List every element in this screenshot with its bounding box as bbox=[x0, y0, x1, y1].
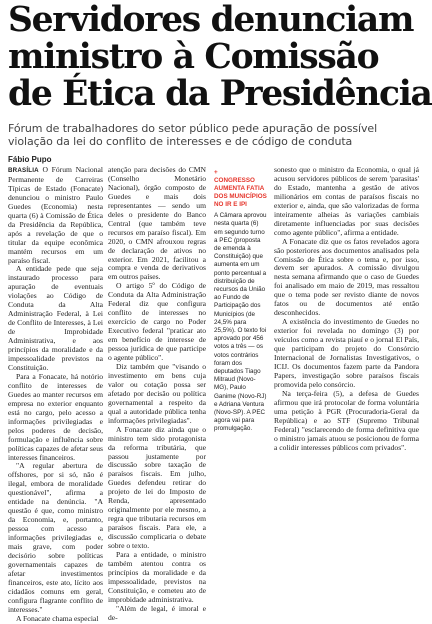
sidebar-box bbox=[214, 169, 268, 554]
subheadline: Fórum de trabalhadores do setor público pede apuração de possível violação da lei do conflito de interesses e de código de conduta bbox=[8, 122, 378, 148]
paragraph bbox=[8, 166, 103, 265]
paragraph: Diz também que "visando o investimento em bens cuja valor ou cotação possa ser afetado por decisão ou política governamental a respeito da qual a autoridade pública tenha informações privilegiadas". bbox=[108, 361, 206, 425]
headline-line: Servidores denunciam bbox=[8, 0, 414, 40]
article-column-2 bbox=[108, 165, 206, 622]
paragraph: sonesto que o ministro da Economia, o qual já acusou servidores públicos de serem 'parasitas' do Estado, mantenha a gestão de ativos milionários em contas de paraísos fiscais no exterior e, ainda, que são valorizadas de forma inteiramente alheias às variações cambiais diretamente influenciadas por suas decisões como agente público", afirma a entidade. bbox=[274, 165, 419, 237]
paragraph: O artigo 5º do Código de Conduta da Alta Administração Federal diz que configura conflito de interesses no exercício de cargo no Poder Executivo federal "praticar ato em benefício de interesse de pessoa jurídica de que participe o agente público". bbox=[108, 281, 206, 363]
paragraph: atenção para decisões do CMN (Conselho Monetário Nacional), órgão composto de Guedes e mais dois representantes — sendo um deles o presidente do Banco Central (que também teve recursos em paraíso fiscal). Em 2020, o CMN afrouxou regras de declaração de ativos no exterior. Em 2021, facilitou a compra e venda de derivativos em outros países. bbox=[108, 165, 206, 282]
paragraph: Para a entidade, o ministro também atentou contra os princípios da moralidade e da impessoalidade, previstos na Constituição, e cometeu ato de improbidade administrativa. bbox=[108, 549, 206, 604]
paragraph: Na terça-feira (5), a defesa de Guedes afirmou que irá protocolar de forma voluntária uma petição à PGR (Procuradoria-Geral da República) e ao STF (Supremo Tribunal Federal) "esclarecendo de forma definitiva que o ministro jamais atuou se posicionou de forma a colidir interesses públicos com privados". bbox=[274, 388, 419, 452]
article-column-3 bbox=[274, 166, 419, 551]
headline bbox=[8, 0, 432, 114]
paragraph: A existência do investimento de Guedes no exterior foi revelada no domingo (3) por veículos como a revista piauí e o jornal El País, que participam do projeto do Consórcio Internacional de Jornalistas Investigativos, o ICIJ. Os documentos fazem parte da Pandora Papers, investigação sobre paraísos fiscais promovida pelo consórcio. bbox=[274, 317, 419, 389]
headline-line: de Ética da Presidência bbox=[8, 74, 432, 114]
byline: Fábio Pupo bbox=[8, 155, 52, 164]
sidebar-body: A Câmara aprovou nesta quarta (6) em segundo turno a PEC (proposta de emenda à Constituição) que aumenta em um ponto percentual a distribuição de recursos da União ao Fundo de Participação dos Municípios (de 24,5% para 25,5%). O texto foi aprovado por 456 votos a três — os votos contrários foram dos deputados Tiago Mitraud (Novo-MG), Paulo Ganime (Novo-RJ) e Adriana Ventura (Novo-SP). A PEC agora vai para promulgação. bbox=[214, 212, 267, 433]
paragraph: A Fonacate diz ainda que o ministro tem sido protagonista da reforma tributária, que passou justamente por discussão sobre taxação de paraísos fiscais. Em julho, Guedes defendeu retirar do projeto de lei do Imposto de Renda, apresentado originalmente por ele mesmo, a regra que tributaria recursos em paraísos fiscais. Para ele, a discussão complicaria o debate sobre o texto. bbox=[108, 424, 206, 551]
headline-line: ministro à Comissão bbox=[8, 37, 379, 77]
sidebar-title: CONGRESSO AUMENTA FATIA DOS MUNICÍPIOS NO IR E IPI bbox=[214, 177, 267, 209]
paragraph: A Fonacate chama especial bbox=[16, 613, 99, 623]
paragraph: "A regular abertura de offshores, por si só, não é ilegal, embora de moralidade questionável", afirma a entidade na denúncia. "A questão é que, como ministro da Economia, e, portanto, pessoa com acesso a informações privilegiadas e, mais grave, com poder decisório sobre políticas governamentais capazes de afetar investimentos financeiros, este ato, lícito aos cidadãos comuns em geral, configura flagrante conflito de interesses." bbox=[8, 461, 103, 614]
paragraph: A Fonacate diz que os fatos revelados agora são posteriores aos documentos analisados pela Comissão de Ética sobre o tema e, por isso, devem ser apurados. A comissão divulgou nesta semana afirmando que o caso de Guedes foi analisado em maio de 2019, mas ressaltou que o tema pode ser revisto diante de novos fatos ou de documentos até então desconhecidos. bbox=[274, 236, 419, 318]
dateline: BRASÍLIA bbox=[8, 167, 39, 174]
article-column-1 bbox=[8, 165, 103, 623]
paragraph: A entidade pede que seja instaurado processo para apuração de eventuais violações ao Código de Conduta da Alta Administração Federal, à Lei de Conflito de Interesses, à Lei de Improbidade Administrativa, e aos princípios da moralidade e da impessoalidade previstos na Constituição. bbox=[8, 264, 103, 372]
paragraph: Para a Fonacate, há notório conflito de interesses de Guedes ao manter recursos em empresa no exterior enquanto está no cargo, pelo acesso a informações privilegiadas e pelos poderes de decisão, formulação e influência sobre políticas capazes de afetar seus interesses financeiros. bbox=[8, 371, 103, 462]
paragraph: "Além de legal, é imoral e de- bbox=[108, 603, 206, 622]
lead-text: O Fórum Nacional Permanente de Carreiras Típicas de Estado (Fonacate) denunciou o ministro Paulo Guedes (Economia) nesta quarta (6) à Comissão de Ética da Presidência da República, após a revelação de que o titular da equipe econômica mantém recursos em um paraíso fiscal. bbox=[8, 165, 103, 265]
plus-icon: + bbox=[214, 169, 218, 176]
